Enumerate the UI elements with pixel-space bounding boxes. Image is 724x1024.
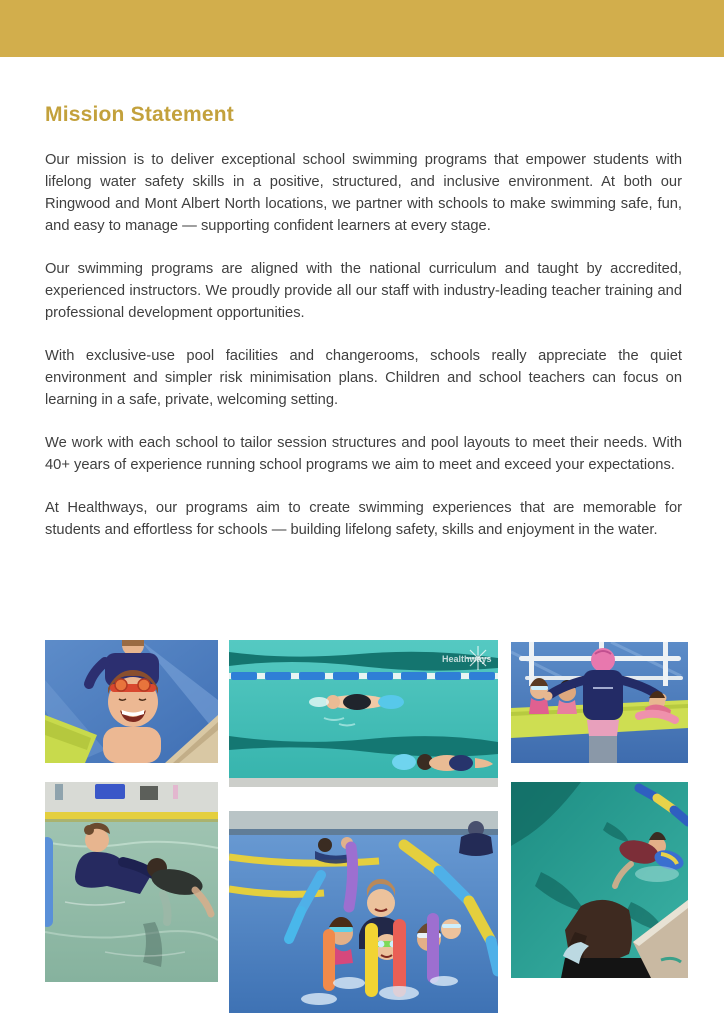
paragraph-healthways: At Healthways, our programs aim to create swimming experiences that are memorable for students and effortless for schools — building lifelong safety, skills and enjoyment in the water. [45,500,682,538]
photo-child-kickboard-instructor [511,782,688,978]
photo-kids-pool-noodles [229,811,498,1013]
photo-instructor-guiding-swimmer [45,782,218,982]
healthways-watermark: Healthways [442,654,492,664]
paragraph-mission: Our mission is to deliver exceptional school swimming programs that empower students with lifelong water safety skills in a positive, structured, and inclusive environment. At both our Ringwood and Mont Albert North locations, we partner with schools to make swimming safe, fun, and easy to manage — supporting confident learners at every stage. [45,152,682,234]
top-banner [0,0,724,57]
photo-smiling-boy [45,640,218,763]
paragraph-tailoring: We work with each school to tailor session structures and pool layouts to meet their needs. With 40+ years of experience running school programs we aim to meet and exceed your expectations. [45,435,682,473]
photo-instructor-kids-mat [511,642,688,763]
paragraph-programs: Our swimming programs are aligned with the national curriculum and taught by accredited, experienced instructors. We proudly provide all our staff with industry-leading teacher training and professional development opportunities. [45,261,682,321]
paragraph-facilities: With exclusive-use pool facilities and changerooms, schools really appreciate the quiet environment and simpler risk minimisation plans. Children and school teachers can focus on learning in a safe, private, welcoming setting. [45,348,682,408]
photo-lap-swimmers-overhead [229,640,498,787]
page-title: Mission Statement [45,103,234,126]
mission-statement-section [45,57,682,562]
